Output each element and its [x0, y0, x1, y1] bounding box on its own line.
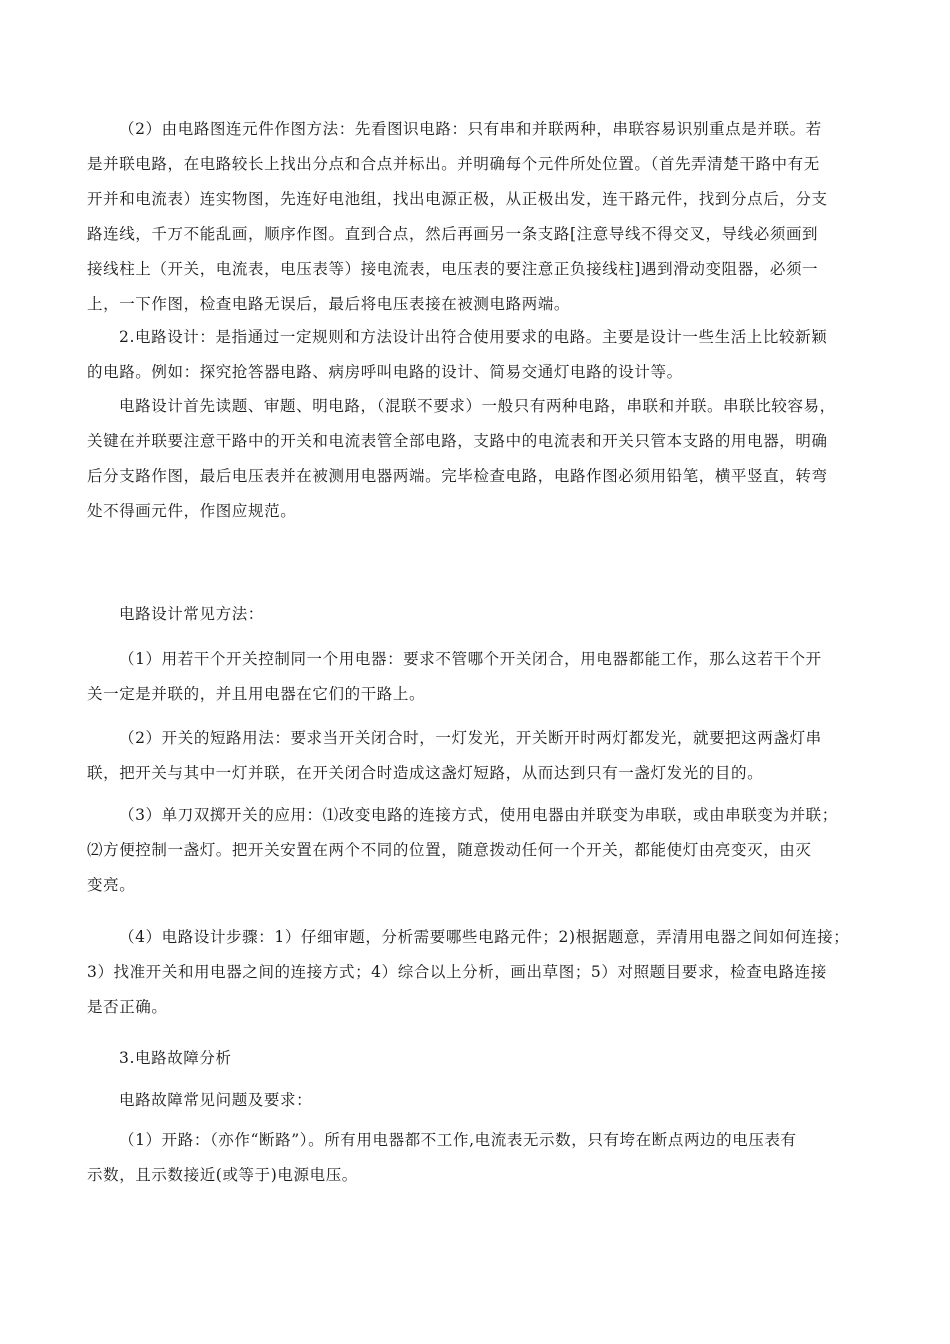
text-line: 接线柱上（开关，电流表，电压表等）接电流表，电压表的要注意正负接线柱]遇到滑动变阻器，必须一 [87, 260, 819, 278]
text-line: （1）开路：（亦作“断路”）。所有用电器都不工作,电流表无示数，只有垮在断点两边的电压表有 [119, 1131, 797, 1149]
paragraph-method-4 [87, 920, 877, 1025]
text-line: 关一定是并联的，并且用电器在它们的干路上。 [87, 685, 426, 703]
text-line: 路连线，千万不能乱画，顺序作图。直到合点，然后再画另一条支路[注意导线不得交叉，导线必须画到 [87, 225, 819, 243]
text-line: （1）用若干个开关控制同一个用电器：要求不管哪个开关闭合，用电器都能工作，那么这若干个开 [119, 650, 822, 668]
paragraph-drawing-method [87, 112, 877, 322]
text-line: （2）开关的短路用法：要求当开关闭合时，一灯发光，开关断开时两灯都发光，就要把这两盏灯串 [119, 729, 822, 747]
text-line: （3）单刀双掷开关的应用：⑴改变电路的连接方式，使用电器由并联变为串联，或由串联变为并联； [119, 806, 838, 824]
text-line: 变亮。 [87, 876, 136, 894]
text-line: 3.电路故障分析 [119, 1049, 232, 1067]
paragraph-method-2 [87, 721, 877, 791]
paragraph-fault-requirements [87, 1083, 877, 1118]
text-line: 的电路。例如：探究抢答器电路、病房呼叫电路的设计、简易交通灯电路的设计等。 [87, 363, 683, 381]
paragraph-circuit-design [87, 320, 877, 390]
text-line: 电路故障常见问题及要求： [119, 1091, 313, 1109]
text-line: （2）由电路图连元件作图方法：先看图识电路：只有串和并联两种，串联容易识别重点是并联。若 [119, 120, 822, 138]
text-line: 后分支路作图，最后电压表并在被测用电器两端。完毕检查电路，电路作图必须用铅笔，横平竖直，转弯 [87, 467, 828, 485]
text-line: 示数，且示数接近(或等于)电源电压。 [87, 1166, 358, 1184]
text-line: 2.电路设计：是指通过一定规则和方法设计出符合使用要求的电路。主要是设计一些生活上比较新颖 [119, 328, 828, 346]
text-line: 电路设计首先读题、审题、明电路，（混联不要求）一般只有两种电路，串联和并联。串联比较容易， [119, 397, 836, 415]
text-line: 是否正确。 [87, 998, 168, 1016]
text-line: 开并和电流表）连实物图，先连好电池组，找出电源正极，从正极出发，连干路元件，找到分点后，分支 [87, 190, 828, 208]
paragraph-open-circuit [87, 1123, 877, 1193]
text-line: 是并联电路，在电路较长上找出分点和合点并标出。并明确每个元件所处位置。（首先弄清楚干路中有无 [87, 155, 820, 173]
paragraph-fault-analysis-heading [87, 1041, 877, 1076]
paragraph-design-steps-intro [87, 389, 877, 529]
text-line: 上，一下作图，检查电路无误后，最后将电压表接在被测电路两端。 [87, 295, 571, 313]
paragraph-method-3 [87, 798, 877, 903]
text-line: （4）电路设计步骤：1）仔细审题，分析需要哪些电路元件；2)根据题意，弄清用电器之间如何连接； [119, 928, 850, 946]
text-line: 处不得画元件，作图应规范。 [87, 502, 297, 520]
text-line: 3）找准开关和用电器之间的连接方式；4）综合以上分析，画出草图；5）对照题目要求，检查电路连接 [87, 963, 827, 981]
text-line: ⑵方便控制一盏灯。把开关安置在两个不同的位置，随意拨动任何一个开关，都能使灯由亮变灭，由灭 [87, 841, 812, 859]
text-line: 电路设计常见方法： [119, 605, 264, 623]
paragraph-common-methods-heading [87, 597, 877, 632]
text-line: 关键在并联要注意干路中的开关和电流表管全部电路，支路中的电流表和开关只管本支路的用电器，明确 [87, 432, 828, 450]
text-line: 联，把开关与其中一灯并联，在开关闭合时造成这盏灯短路，从而达到只有一盏灯发光的目的。 [87, 764, 764, 782]
paragraph-method-1 [87, 642, 877, 712]
